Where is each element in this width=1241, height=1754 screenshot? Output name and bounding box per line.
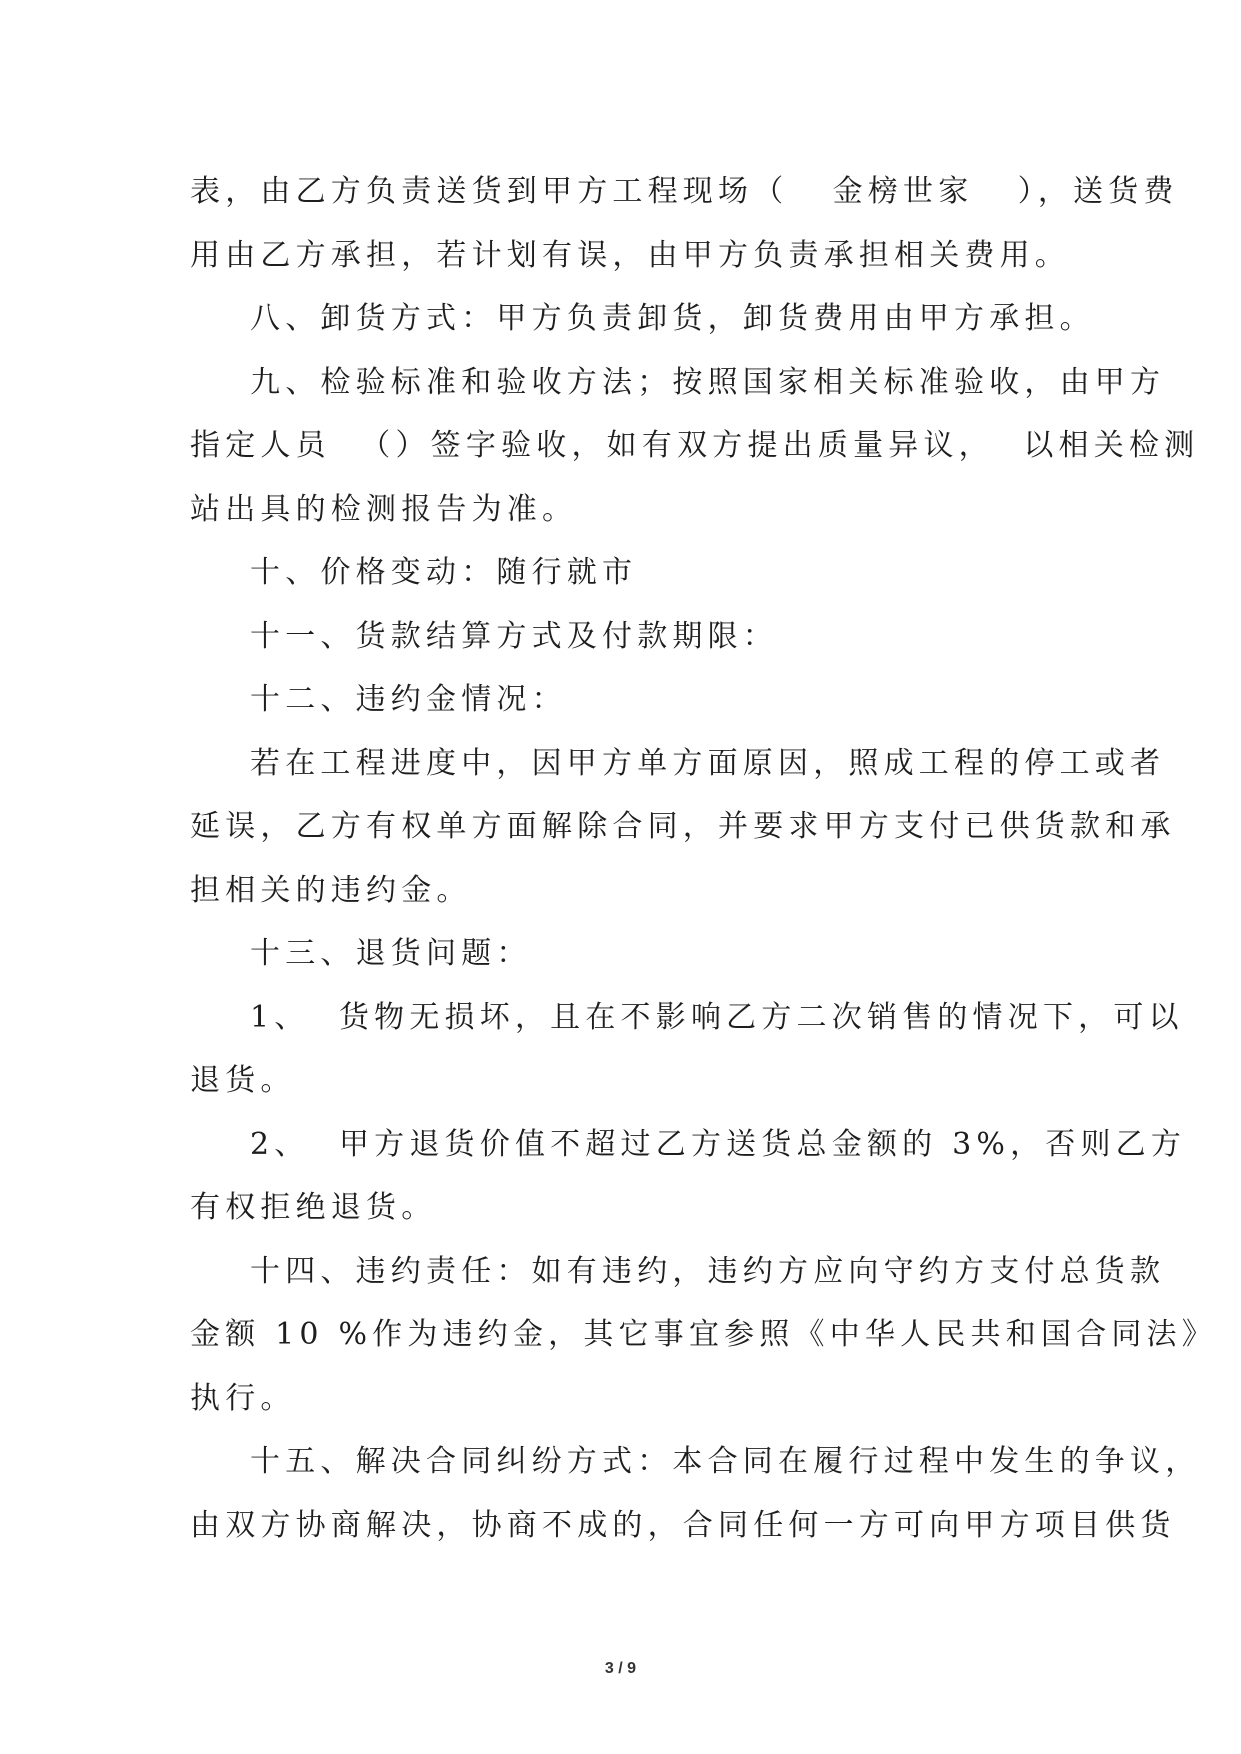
- text-line: 十二、违约金情况：: [250, 682, 567, 717]
- text-line: 十、价格变动：随行就市: [250, 555, 638, 590]
- text-line: 执行。: [190, 1380, 296, 1416]
- text-line: 2、 甲方退货价值不超过乙方送货总金额的 3%，否则乙方: [250, 1126, 1187, 1162]
- text-line: 十四、违约责任：如有违约，违约方应向守约方支付总货款: [250, 1253, 1166, 1289]
- text-line: 站出具的检测报告为准。: [190, 491, 578, 527]
- text-line: 表，由乙方负责送货到甲方工程现场（ 金榜世家 ），送货费: [190, 174, 1179, 209]
- text-line: 十一、货款结算方式及付款期限：: [250, 618, 778, 654]
- text-line: 1、 货物无损坏，且在不影响乙方二次销售的情况下，可以: [250, 999, 1184, 1035]
- page-number: 3 / 9: [604, 1660, 637, 1677]
- text-line: 有权拒绝退货。: [190, 1190, 437, 1225]
- text-line: 九、检验标准和验收方法；按照国家相关标准验收，由甲方: [250, 364, 1166, 400]
- text-line: 延误，乙方有权单方面解除合同，并要求甲方支付已供货款和承: [190, 809, 1176, 844]
- document-body: [190, 160, 1217, 1557]
- text-line: 若在工程进度中，因甲方单方面原因，照成工程的停工或者: [250, 745, 1166, 781]
- text-line: 指定人员 （）签字验收，如有双方提出质量异议， 以相关检测: [190, 428, 1200, 463]
- text-line: 由双方协商解决，协商不成的，合同任何一方可向甲方项目供货: [190, 1507, 1176, 1543]
- text-line: 担相关的违约金。: [190, 872, 472, 908]
- text-line: 十五、解决合同纠纷方式：本合同在履行过程中发生的争议，: [250, 1444, 1201, 1479]
- text-line: 十三、退货问题：: [250, 936, 532, 971]
- text-line: 八、卸货方式：甲方负责卸货，卸货费用由甲方承担。: [250, 301, 1095, 336]
- text-line: 退货。: [190, 1063, 296, 1098]
- text-line: 金额 10 %作为违约金，其它事宜参照《中华人民共和国合同法》: [190, 1317, 1217, 1352]
- text-line: 用由乙方承担，若计划有误，由甲方负责承担相关费用。: [190, 237, 1070, 273]
